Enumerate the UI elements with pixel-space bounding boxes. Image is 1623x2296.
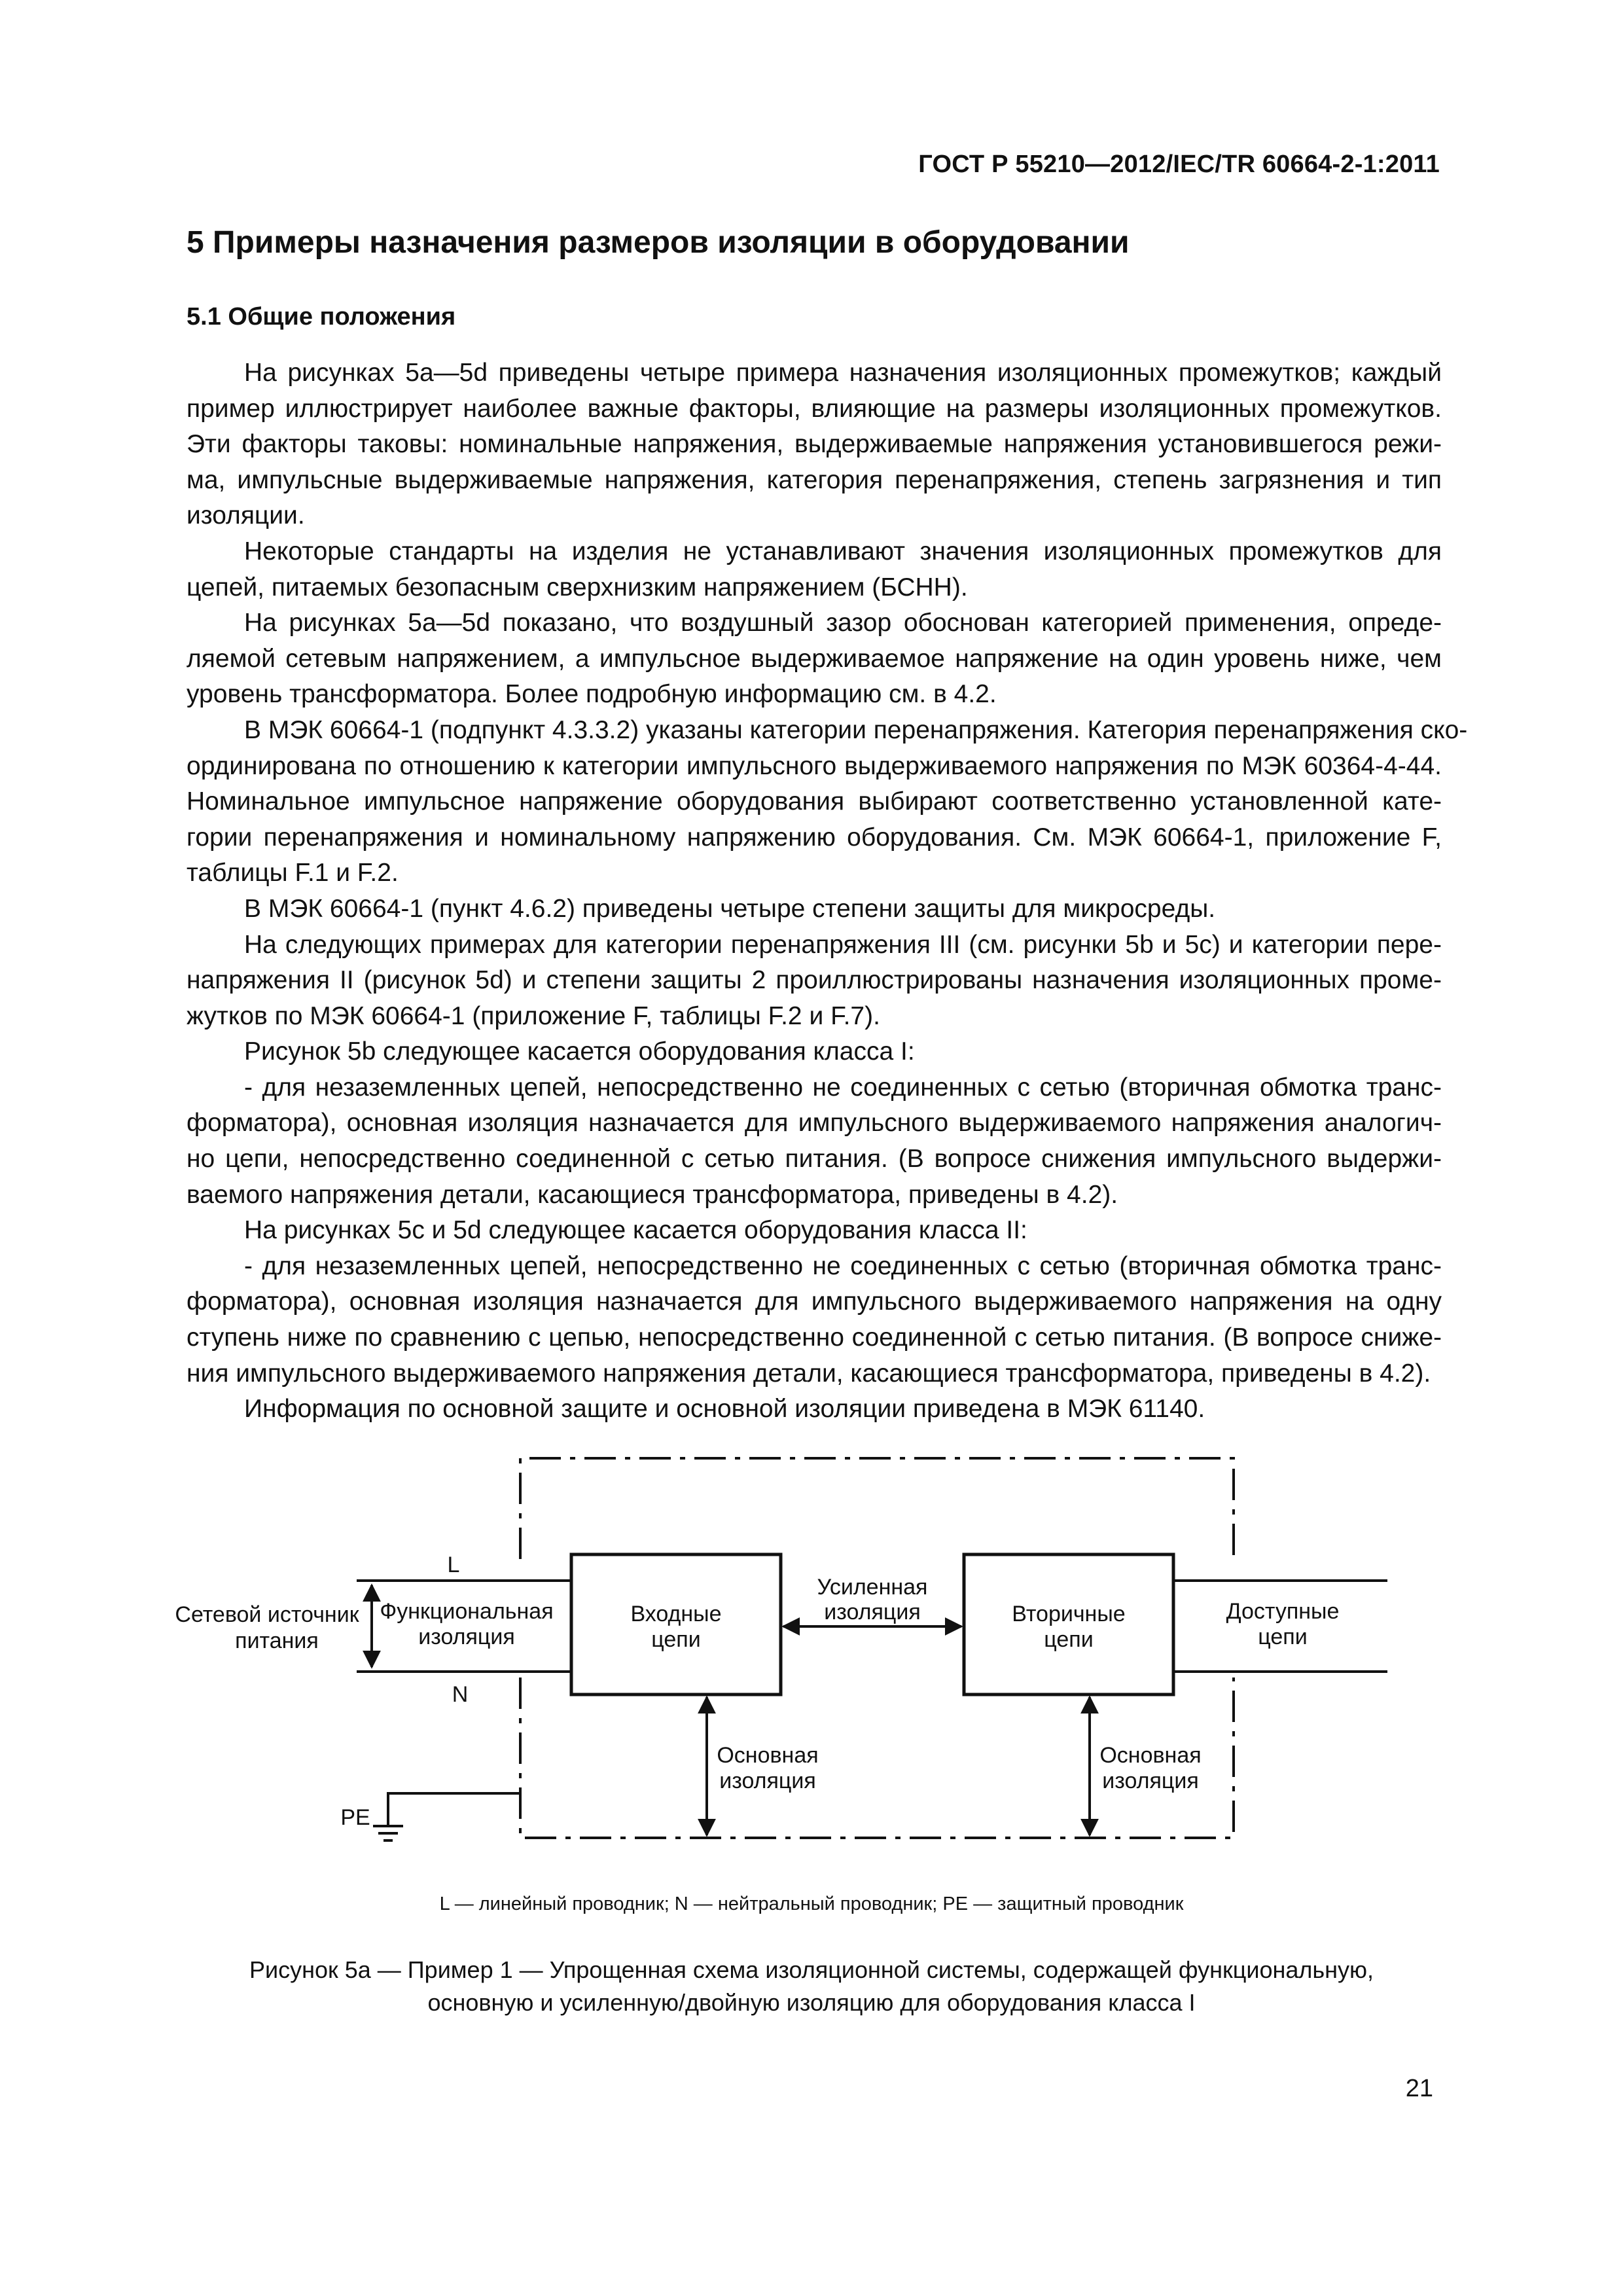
text-line: форматора), основная изоляция назначается для импульсного выдерживаемого напряжения аналогич- bbox=[187, 1109, 1442, 1138]
text-line: На следующих примерах для категории перенапряжения III (см. рисунки 5b и 5c) и категории пере- bbox=[244, 930, 1442, 959]
text-line: ступень ниже по сравнению с цепью, непосредственно соединенной с сетью питания. (В вопросе сниже- bbox=[187, 1323, 1442, 1352]
caption-line: основную и усиленную/двойную изоляцию для оборудования класса I bbox=[427, 1989, 1196, 2016]
text-line: но цепи, непосредственно соединенной с сетью питания. (В вопросе снижения импульсного выдержи- bbox=[187, 1145, 1442, 1174]
text-line: ния импульсного выдерживаемого напряжения детали, касающиеся трансформатора, приведены в 4.2). bbox=[187, 1359, 1431, 1388]
basic-insulation-2-line1: Основная bbox=[1099, 1743, 1202, 1768]
text-line: - для незаземленных цепей, непосредственно не соединенных с сетью (вторичная обмотка транс- bbox=[244, 1251, 1442, 1280]
input-circuits-line1: Входные bbox=[630, 1602, 722, 1626]
text-line: уровень трансформатора. Более подробную информацию см. в 4.2. bbox=[187, 680, 997, 709]
section-title: 5 Примеры назначения размеров изоляции в оборудовании bbox=[187, 225, 1130, 260]
subsection-title: 5.1 Общие положения bbox=[187, 303, 456, 331]
secondary-circuits-line1: Вторичные bbox=[1012, 1602, 1126, 1626]
text-line: жутков по МЭК 60664-1 (приложение F, таблицы F.2 и F.7). bbox=[187, 1001, 880, 1030]
accessible-circuits-line1: Доступные bbox=[1226, 1599, 1340, 1624]
text-line: Эти факторы таковы: номинальные напряжения, выдерживаемые напряжения установившегося режи- bbox=[187, 430, 1442, 459]
caption-line: Рисунок 5a — Пример 1 — Упрощенная схема изоляционной системы, содержащей функциональную, bbox=[249, 1956, 1374, 1983]
reinforced-label-line1: Усиленная bbox=[817, 1575, 928, 1600]
document-reference: ГОСТ Р 55210—2012/IEC/TR 60664-2-1:2011 bbox=[918, 151, 1440, 178]
input-circuits-line2: цепи bbox=[651, 1627, 701, 1652]
text-line: На рисунках 5c и 5d следующее касается оборудования класса II: bbox=[244, 1216, 1027, 1245]
source-label-line2: питания bbox=[235, 1628, 319, 1653]
text-line: Некоторые стандарты на изделия не устанавливают значения изоляционных промежутков для bbox=[244, 537, 1442, 565]
earth-ground-icon bbox=[373, 1793, 520, 1840]
text-line: Информация по основной защите и основной изоляции приведена в МЭК 61140. bbox=[244, 1395, 1205, 1424]
text-line: На рисунках 5a—5d приведены четыре примера назначения изоляционных промежутков; каждый bbox=[244, 359, 1442, 387]
text-line: На рисунках 5a—5d показано, что воздушный зазор обоснован категорией применения, опреде- bbox=[244, 609, 1442, 637]
text-line: ма, импульсные выдерживаемые напряжения, категория перенапряжения, степень загрязнения и тип bbox=[187, 465, 1442, 494]
text-line: ляемой сетевым напряжением, а импульсное выдерживаемое напряжение на один уровень ниже, чем bbox=[187, 644, 1442, 673]
basic-insulation-2-line2: изоляция bbox=[1102, 1768, 1199, 1793]
text-line: гории перенапряжения и номинальному напряжению оборудования. См. МЭК 60664-1, приложение F, bbox=[187, 823, 1442, 852]
label-L: L bbox=[447, 1552, 460, 1577]
source-label-line1: Сетевой источник bbox=[175, 1602, 359, 1627]
basic-insulation-1-line2: изоляция bbox=[719, 1768, 816, 1793]
functional-label-line2: изоляция bbox=[418, 1624, 515, 1649]
text-line: - для незаземленных цепей, непосредственно не соединенных с сетью (вторичная обмотка транс- bbox=[244, 1073, 1442, 1102]
text-line: пример иллюстрирует наиболее важные факторы, влияющие на размеры изоляционных промежутков. bbox=[187, 394, 1442, 423]
text-line: Рисунок 5b следующее касается оборудования класса I: bbox=[244, 1037, 915, 1066]
accessible-circuits-line2: цепи bbox=[1258, 1624, 1308, 1649]
label-PE: PE bbox=[340, 1805, 370, 1830]
secondary-circuits-line2: цепи bbox=[1044, 1627, 1094, 1652]
reinforced-label-line2: изоляция bbox=[824, 1600, 921, 1624]
text-line: ординирована по отношению к категории импульсного выдерживаемого напряжения по МЭК 60364-4-44. bbox=[187, 751, 1442, 780]
functional-label-line1: Функциональная bbox=[380, 1599, 554, 1624]
text-line: Номинальное импульсное напряжение оборудования выбирают соответственно установленной кате- bbox=[187, 787, 1442, 816]
text-line: напряжения II (рисунок 5d) и степени защиты 2 проиллюстрированы назначения изоляционных проме- bbox=[187, 966, 1442, 995]
text-line: форматора), основная изоляция назначается для импульсного выдерживаемого напряжения на одну bbox=[187, 1287, 1442, 1316]
figure-caption bbox=[0, 1954, 1623, 2019]
page-number: 21 bbox=[1405, 2075, 1433, 2102]
text-line: изоляции. bbox=[187, 501, 305, 530]
text-line: ваемого напряжения детали, касающиеся трансформатора, приведены в 4.2). bbox=[187, 1180, 1118, 1209]
text-line: В МЭК 60664-1 (пункт 4.6.2) приведены четыре степени защиты для микросреды. bbox=[244, 894, 1216, 923]
basic-insulation-1-line1: Основная bbox=[717, 1743, 819, 1768]
text-line: таблицы F.1 и F.2. bbox=[187, 859, 399, 888]
figure-legend: L — линейный проводник; N — нейтральный проводник; PE — защитный проводник bbox=[439, 1893, 1184, 1914]
label-N: N bbox=[452, 1682, 469, 1707]
text-line: цепей, питаемых безопасным сверхнизким напряжением (БСНН). bbox=[187, 573, 968, 601]
text-line: В МЭК 60664-1 (подпункт 4.3.3.2) указаны категории перенапряжения. Категория перенапряжения ско- bbox=[244, 715, 1468, 744]
